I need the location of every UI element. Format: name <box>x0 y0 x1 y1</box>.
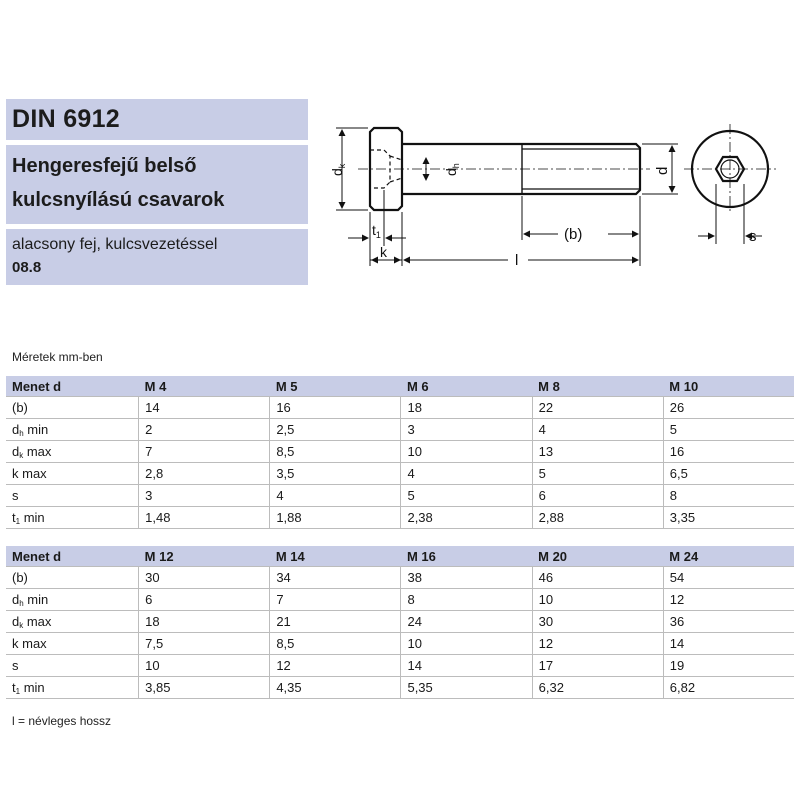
row-label: (b) <box>12 400 28 415</box>
table-row <box>6 611 794 633</box>
header-cell: Menet d <box>6 376 139 397</box>
table-header-row <box>6 376 794 397</box>
row-label-cell <box>6 633 139 655</box>
row-label-cell <box>6 567 139 589</box>
row-label-cell <box>6 677 139 699</box>
row-label-cell <box>6 397 139 419</box>
row-label: t <box>12 679 16 695</box>
value-cell: 10 <box>139 655 270 677</box>
row-label-suffix: min <box>23 421 49 437</box>
value-cell: 4 <box>532 419 663 441</box>
row-label: k max <box>12 636 47 651</box>
value-cell: 1,88 <box>270 507 401 529</box>
product-title-line-2: kulcsnyílású csavarok <box>12 189 225 211</box>
label-d: d <box>654 166 671 175</box>
table-header-row <box>6 546 794 567</box>
row-label-cell <box>6 611 139 633</box>
row-label-subscript: k <box>19 620 24 630</box>
value-cell: 14 <box>663 633 794 655</box>
row-label-cell <box>6 485 139 507</box>
value-cell: 6,5 <box>663 463 794 485</box>
value-cell: 2,38 <box>401 507 532 529</box>
row-label-subscript: 1 <box>15 686 21 696</box>
value-cell: 19 <box>663 655 794 677</box>
screw-technical-drawing <box>318 98 788 273</box>
value-cell: 10 <box>532 589 663 611</box>
svg-text:dk: $d_k$ <box>329 163 347 176</box>
value-cell: 16 <box>270 397 401 419</box>
row-label: s <box>12 488 19 503</box>
value-cell: 8 <box>401 589 532 611</box>
value-cell: 3 <box>401 419 532 441</box>
value-cell: 8,5 <box>270 633 401 655</box>
row-label: s <box>12 658 19 673</box>
value-cell: 14 <box>401 655 532 677</box>
value-cell: 5,35 <box>401 677 532 699</box>
value-cell: 30 <box>139 567 270 589</box>
row-label-suffix: min <box>20 679 45 695</box>
value-cell: 12 <box>270 655 401 677</box>
value-cell: 3,85 <box>139 677 270 699</box>
value-cell: 18 <box>401 397 532 419</box>
row-label-subscript: h <box>19 598 24 608</box>
table-row <box>6 441 794 463</box>
value-cell: 5 <box>532 463 663 485</box>
value-cell: 5 <box>663 419 794 441</box>
value-cell: 18 <box>139 611 270 633</box>
value-cell: 2 <box>139 419 270 441</box>
row-label-cell <box>6 589 139 611</box>
value-cell: 4 <box>401 463 532 485</box>
table-row <box>6 507 794 529</box>
row-label-cell <box>6 507 139 529</box>
value-cell: 3 <box>139 485 270 507</box>
value-cell: 8 <box>663 485 794 507</box>
value-cell: 54 <box>663 567 794 589</box>
label-dh: d <box>443 168 459 176</box>
value-cell: 10 <box>401 633 532 655</box>
label-s: s <box>749 228 757 245</box>
product-title-line-1: Hengeresfejű belső <box>12 155 197 177</box>
row-label: d <box>12 591 20 607</box>
table-row <box>6 485 794 507</box>
header-cell: M 5 <box>270 376 401 397</box>
row-label: d <box>12 443 20 459</box>
value-cell: 5 <box>401 485 532 507</box>
svg-text:dh: $d_h$ <box>443 163 461 176</box>
value-cell: 7 <box>139 441 270 463</box>
table-row <box>6 655 794 677</box>
value-cell: 24 <box>401 611 532 633</box>
row-label-subscript: h <box>19 428 24 438</box>
value-cell: 38 <box>401 567 532 589</box>
row-label-subscript: k <box>19 450 24 460</box>
value-cell: 21 <box>270 611 401 633</box>
value-cell: 12 <box>663 589 794 611</box>
units-note: Méretek mm-ben <box>12 350 103 364</box>
value-cell: 6,82 <box>663 677 794 699</box>
label-t1: t <box>372 222 376 238</box>
dimension-table-1 <box>6 376 794 529</box>
row-label: t <box>12 509 16 525</box>
row-label-cell <box>6 655 139 677</box>
row-label-cell <box>6 463 139 485</box>
value-cell: 1,48 <box>139 507 270 529</box>
header-cell: M 24 <box>663 546 794 567</box>
header-cell: M 20 <box>532 546 663 567</box>
value-cell: 12 <box>532 633 663 655</box>
row-label: d <box>12 613 20 629</box>
row-label-suffix: min <box>23 591 49 607</box>
row-label: d <box>12 421 20 437</box>
row-label-subscript: 1 <box>15 516 21 526</box>
row-label: k max <box>12 466 47 481</box>
value-cell: 13 <box>532 441 663 463</box>
value-cell: 2,8 <box>139 463 270 485</box>
strength-class: 08.8 <box>12 259 42 276</box>
value-cell: 3,35 <box>663 507 794 529</box>
row-label-suffix: max <box>23 443 52 459</box>
value-cell: 10 <box>401 441 532 463</box>
product-subtitle: alacsony fej, kulcsvezetéssel <box>12 236 218 253</box>
value-cell: 30 <box>532 611 663 633</box>
value-cell: 16 <box>663 441 794 463</box>
value-cell: 34 <box>270 567 401 589</box>
value-cell: 4,35 <box>270 677 401 699</box>
header-cell: M 14 <box>270 546 401 567</box>
value-cell: 36 <box>663 611 794 633</box>
table-row <box>6 463 794 485</box>
value-cell: 46 <box>532 567 663 589</box>
header-cell: M 16 <box>401 546 532 567</box>
row-label-suffix: min <box>20 509 45 525</box>
value-cell: 3,5 <box>270 463 401 485</box>
header-cell: M 8 <box>532 376 663 397</box>
svg-text:t1: $t_1$ <box>372 222 381 240</box>
row-label-cell <box>6 441 139 463</box>
value-cell: 4 <box>270 485 401 507</box>
table-row <box>6 633 794 655</box>
header-cell: M 10 <box>663 376 794 397</box>
row-label: (b) <box>12 570 28 585</box>
footnote: l = névleges hossz <box>12 714 112 728</box>
table-row <box>6 419 794 441</box>
value-cell: 7 <box>270 589 401 611</box>
standard-code: DIN 6912 <box>12 105 121 133</box>
value-cell: 6 <box>139 589 270 611</box>
header-cell: M 4 <box>139 376 270 397</box>
header-cell: Menet d <box>6 546 139 567</box>
label-k: k <box>380 244 387 260</box>
value-cell: 8,5 <box>270 441 401 463</box>
table-row <box>6 589 794 611</box>
value-cell: 22 <box>532 397 663 419</box>
value-cell: 2,88 <box>532 507 663 529</box>
standard-band <box>6 99 308 140</box>
value-cell: 26 <box>663 397 794 419</box>
row-label-cell <box>6 419 139 441</box>
label-dk: d <box>329 168 345 176</box>
dimension-table-2 <box>6 546 794 699</box>
value-cell: 2,5 <box>270 419 401 441</box>
value-cell: 14 <box>139 397 270 419</box>
subtitle-band <box>6 229 308 285</box>
value-cell: 17 <box>532 655 663 677</box>
header-cell: M 12 <box>139 546 270 567</box>
table-row <box>6 397 794 419</box>
table-row <box>6 677 794 699</box>
label-l: l <box>515 252 519 269</box>
value-cell: 7,5 <box>139 633 270 655</box>
label-b: (b) <box>564 226 583 243</box>
title-band <box>6 145 308 224</box>
value-cell: 6 <box>532 485 663 507</box>
header-cell: M 6 <box>401 376 532 397</box>
table-row <box>6 567 794 589</box>
value-cell: 6,32 <box>532 677 663 699</box>
row-label-suffix: max <box>23 613 52 629</box>
